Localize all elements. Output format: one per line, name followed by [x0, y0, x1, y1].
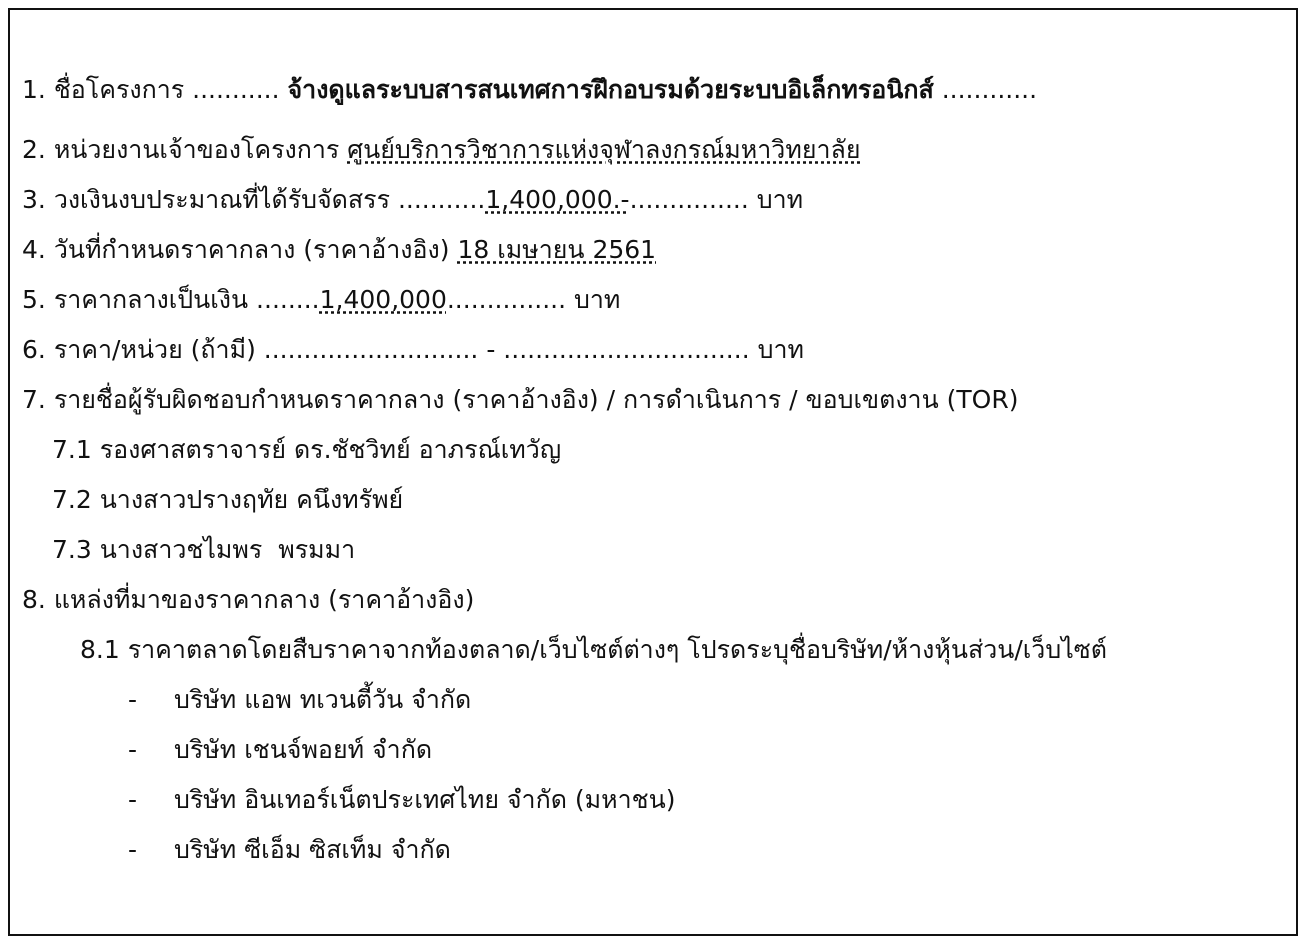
item-1-lead-dots: ........... [192, 75, 280, 104]
item-5 [22, 284, 620, 316]
item-1-trail-dots: ............ [941, 75, 1038, 104]
responsible-person [52, 434, 561, 466]
company-list-item [128, 684, 471, 716]
item-4-number: 4. [22, 235, 46, 264]
item-6-unit: บาท [757, 335, 804, 364]
item-2 [22, 134, 860, 166]
item-2-number: 2. [22, 135, 46, 164]
owner-agency: ศูนย์บริการวิชาการแห่งจุฬาลงกรณ์มหาวิทยาลัย [347, 135, 861, 164]
item-8 [22, 584, 474, 616]
reference-date: 18 เมษายน 2561 [457, 235, 657, 264]
item-6-dots-2: ............................... [503, 335, 750, 364]
item-6-label: ราคา/หน่วย (ถ้ามี) [53, 335, 256, 364]
company-list-item [128, 784, 675, 816]
item-5-trail-dots: ............... [446, 285, 567, 314]
company-name: บริษัท อินเทอร์เน็ตประเทศไทย จำกัด (มหาชน) [174, 785, 676, 814]
company-list-item [128, 834, 451, 866]
item-6-number: 6. [22, 335, 46, 364]
item-3-lead-dots: ........... [397, 185, 486, 214]
item-3-unit: บาท [756, 185, 804, 214]
person-name: นางสาวปรางฤทัย คนึงทรัพย์ [99, 485, 404, 514]
item-1 [22, 74, 1037, 106]
item-8-label: แหล่งที่มาของราคากลาง (ราคาอ้างอิง) [53, 585, 475, 614]
item-3-label: วงเงินงบประมาณที่ได้รับจัดสรร [53, 185, 390, 214]
budget-amount: 1,400,000.- [485, 185, 630, 214]
item-8-1-text: ราคาตลาดโดยสืบราคาจากท้องตลาด/เว็บไซต์ต่างๆ โปรดระบุชื่อบริษัท/ห้างหุ้นส่วน/เว็บไซต์ [127, 635, 1107, 664]
item-6-separator: - [486, 335, 496, 364]
item-1-number: 1. [22, 75, 46, 104]
item-4-label: วันที่กำหนดราคากลาง (ราคาอ้างอิง) [53, 235, 450, 264]
item-3-trail-dots: ............... [629, 185, 749, 214]
item-4 [22, 234, 656, 266]
person-name: รองศาสตราจารย์ ดร.ชัชวิทย์ อาภรณ์เทวัญ [99, 435, 562, 464]
item-8-number: 8. [22, 585, 46, 614]
item-6-dots-1: ........................... [263, 335, 479, 364]
item-5-number: 5. [22, 285, 46, 314]
person-number: 7.3 [52, 535, 92, 564]
bullet-dash: - [128, 835, 138, 864]
bullet-dash: - [128, 735, 138, 764]
item-7-label: รายชื่อผู้รับผิดชอบกำหนดราคากลาง (ราคาอ้างอิง) / การดำเนินการ / ขอบเขตงาน (TOR) [53, 385, 1019, 414]
item-5-label: ราคากลางเป็นเงิน [53, 285, 249, 314]
responsible-person [52, 534, 355, 566]
document-frame [8, 8, 1298, 936]
person-number: 7.1 [52, 435, 92, 464]
median-price: 1,400,000 [319, 285, 447, 314]
company-list-item [128, 734, 432, 766]
item-8-1 [80, 634, 1107, 666]
bullet-dash: - [128, 785, 138, 814]
responsible-person [52, 484, 403, 516]
item-7-number: 7. [22, 385, 46, 414]
person-name: นางสาวชไมพร พรมมา [99, 535, 356, 564]
item-2-label: หน่วยงานเจ้าของโครงการ [53, 135, 340, 164]
company-name: บริษัท ซีเอ็ม ซิสเท็ม จำกัด [174, 835, 451, 864]
item-1-label: ชื่อโครงการ [53, 75, 185, 104]
project-name: จ้างดูแลระบบสารสนเทศการฝึกอบรมด้วยระบบอิเล็กทรอนิกส์ [287, 75, 934, 104]
person-number: 7.2 [52, 485, 92, 514]
company-name: บริษัท แอพ ทเวนตี้วัน จำกัด [174, 685, 472, 714]
item-7 [22, 384, 1018, 416]
bullet-dash: - [128, 685, 138, 714]
item-5-lead-dots: ........ [256, 285, 320, 314]
item-8-1-number: 8.1 [80, 635, 120, 664]
item-5-unit: บาท [574, 285, 621, 314]
item-3 [22, 184, 803, 216]
company-name: บริษัท เชนจ์พอยท์ จำกัด [174, 735, 433, 764]
item-6 [22, 334, 804, 366]
item-3-number: 3. [22, 185, 46, 214]
